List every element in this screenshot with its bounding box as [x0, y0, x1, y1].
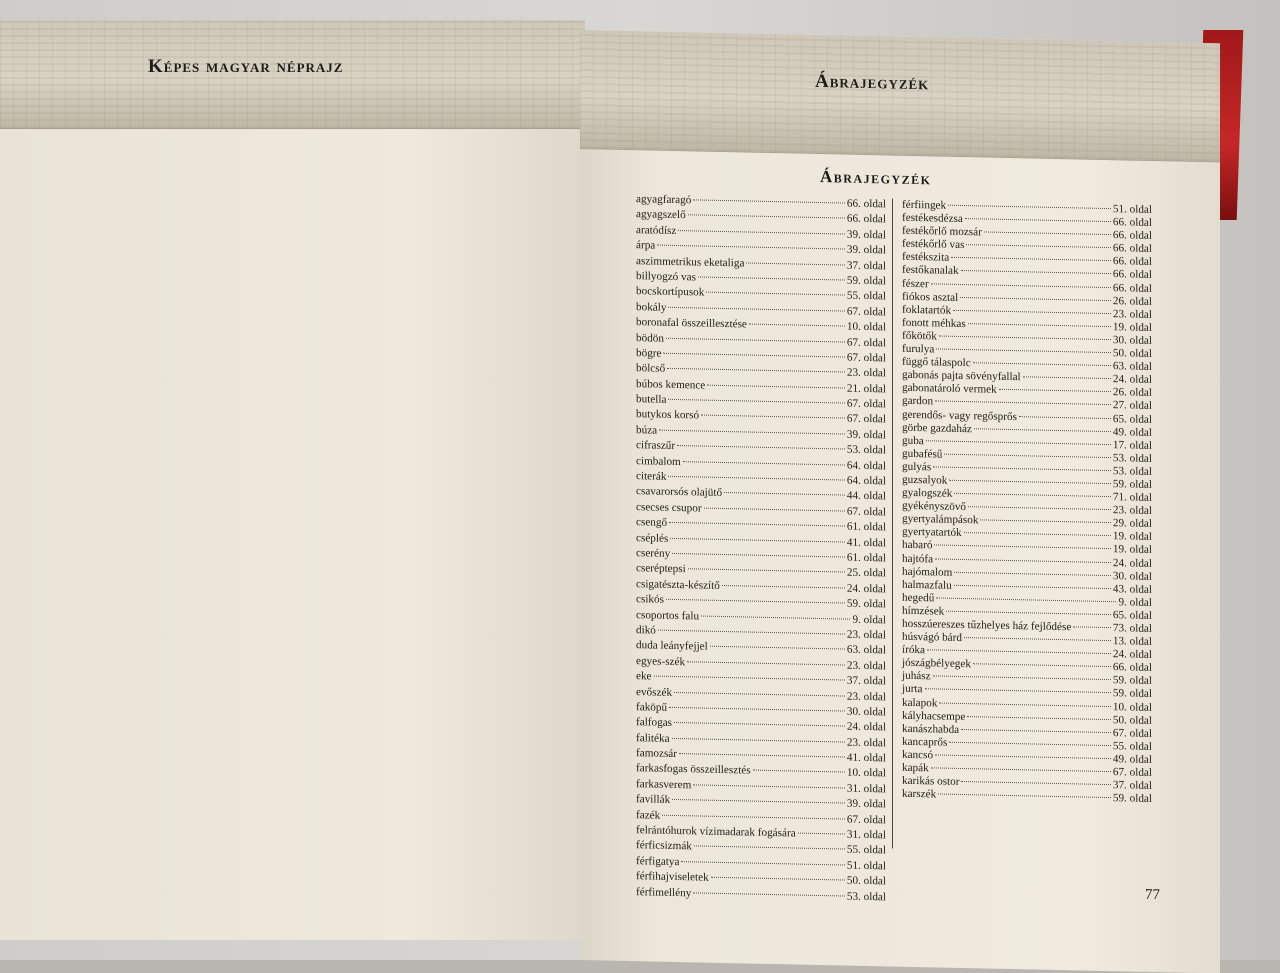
index-page-ref: 67. oldal: [846, 351, 886, 365]
index-page-ref: 64. oldal: [846, 474, 886, 488]
index-page-ref: 49. oldal: [1112, 425, 1152, 439]
index-page-ref: 50. oldal: [846, 874, 886, 888]
index-page-ref: 53. oldal: [1112, 465, 1152, 478]
index-term: butykos korsó: [636, 408, 700, 422]
leader-dots: [948, 205, 1111, 209]
index-page-ref: 43. oldal: [1112, 582, 1152, 596]
index-page-ref: 41. oldal: [846, 536, 886, 550]
index-page-ref: 67. oldal: [846, 813, 886, 827]
index-term: dikó: [636, 624, 656, 637]
index-page-ref: 71. oldal: [1112, 491, 1152, 505]
index-term: íróka: [902, 643, 925, 657]
leader-dots: [672, 553, 845, 558]
leader-dots: [933, 676, 1111, 681]
leader-dots: [966, 244, 1110, 248]
index-page-ref: 17. oldal: [1112, 438, 1152, 452]
leader-dots: [662, 814, 845, 819]
leader-dots: [961, 270, 1111, 274]
index-term: férfigatya: [636, 854, 680, 868]
index-page-ref: 24. oldal: [1112, 556, 1152, 570]
leader-dots: [663, 353, 844, 358]
index-term: jószágbélyegek: [902, 657, 971, 671]
index-term: fazék: [636, 808, 661, 822]
index-page-ref: 10. oldal: [846, 767, 886, 780]
index-term: bödön: [636, 331, 664, 345]
index-term: kanászhabda: [902, 722, 960, 736]
leader-dots: [666, 599, 845, 604]
leader-dots: [688, 569, 845, 573]
index-term: festékőrlő vas: [902, 238, 965, 252]
leader-dots: [951, 257, 1111, 261]
leader-dots: [693, 784, 845, 788]
leader-dots: [669, 707, 845, 712]
index-page-ref: 37. oldal: [846, 259, 886, 272]
index-term: hajtófa: [902, 552, 934, 565]
index-page-ref: 66. oldal: [846, 212, 886, 226]
leader-dots: [964, 532, 1111, 536]
leader-dots: [925, 689, 1111, 694]
index-term: guzsalyok: [902, 473, 948, 487]
index-term: habaró: [902, 539, 933, 552]
index-page-ref: 65. oldal: [1112, 609, 1152, 622]
index-page-ref: 39. oldal: [846, 228, 886, 242]
leader-dots: [934, 545, 1110, 550]
index-term: főkötők: [902, 329, 937, 343]
index-term: gyertyalámpások: [902, 512, 979, 527]
index-page-ref: 23. oldal: [846, 690, 886, 703]
leader-dots: [1073, 626, 1111, 628]
index-term: hajómalom: [902, 565, 953, 579]
leader-dots: [724, 492, 845, 496]
index-page-ref: 41. oldal: [846, 751, 886, 765]
leader-dots: [668, 476, 844, 481]
index-term: halmazfalu: [902, 578, 952, 592]
leader-dots: [667, 368, 845, 373]
index-term: kályhacsempe: [902, 709, 966, 723]
index-term: csengő: [636, 516, 668, 530]
index-term: duda leányfejjel: [636, 639, 708, 654]
index-term: csecses csupor: [636, 500, 702, 515]
index-page-ref: 25. oldal: [846, 566, 886, 580]
index-page-ref: 63. oldal: [1112, 360, 1152, 374]
leader-dots: [657, 245, 845, 250]
leader-dots: [706, 292, 844, 296]
index-page-ref: 37. oldal: [846, 674, 886, 688]
index-page-ref: 13. oldal: [1112, 635, 1152, 649]
index-page-ref: 23. oldal: [846, 366, 886, 380]
leader-dots: [704, 507, 845, 511]
leader-dots: [974, 428, 1111, 432]
leader-dots: [693, 199, 845, 203]
index-term: kalapok: [902, 696, 938, 710]
leader-dots: [1019, 416, 1111, 419]
leader-dots: [1023, 376, 1111, 379]
index-term: festőkanalak: [902, 264, 959, 278]
index-term: gulyás: [902, 460, 932, 474]
index-term: guba: [902, 434, 924, 447]
leader-dots: [927, 649, 1111, 654]
index-term: foklatartók: [902, 303, 952, 317]
index-term: boronafal összeillesztése: [636, 316, 747, 331]
leader-dots: [933, 466, 1111, 471]
index-term: gerendős- vagy regősprős: [902, 408, 1017, 423]
index-term: csavarorsós olajütő: [636, 485, 723, 500]
index-page-ref: 50. oldal: [1112, 713, 1152, 727]
index-term: eke: [636, 670, 652, 683]
index-term: aszimmetrikus eketaliga: [636, 254, 745, 270]
index-term: hosszúereszes tűzhelyes ház fejlődése: [902, 617, 1072, 634]
leader-dots: [954, 493, 1111, 497]
index-page-ref: 67. oldal: [1112, 766, 1152, 780]
index-page-ref: 39. oldal: [846, 797, 886, 811]
index-term: gabonatároló vermek: [902, 382, 997, 397]
leader-dots: [973, 664, 1111, 668]
index-page-ref: 26. oldal: [1112, 386, 1152, 400]
index-page-ref: 55. oldal: [1112, 740, 1152, 753]
index-term: butella: [636, 393, 667, 406]
index-term: festékőrlő mozsár: [902, 224, 982, 239]
index-page-ref: 67. oldal: [846, 305, 886, 319]
index-page-ref: 10. oldal: [846, 320, 886, 334]
leader-dots: [711, 877, 845, 881]
leader-dots: [670, 537, 845, 542]
index-term: férfihajviseletek: [636, 870, 709, 884]
index-term: farkasfogas összeillesztés: [636, 762, 751, 778]
index-term: gabonás pajta sövényfallal: [902, 368, 1021, 384]
index-term: cséplés: [636, 531, 669, 545]
index-page-ref: 59. oldal: [1112, 674, 1152, 688]
index-term: bögre: [636, 347, 662, 360]
index-page-ref: 61. oldal: [846, 551, 886, 565]
index-term: kapák: [902, 761, 929, 775]
leader-dots: [954, 571, 1111, 575]
leader-dots: [668, 307, 844, 312]
index-page-ref: 21. oldal: [846, 382, 886, 396]
index-page-ref: 59. oldal: [846, 597, 886, 611]
index-page-ref: 65. oldal: [1112, 412, 1152, 426]
index-page-ref: 51. oldal: [846, 859, 886, 873]
index-page-ref: 27. oldal: [1112, 399, 1152, 413]
index-term: karszék: [902, 787, 937, 801]
leader-dots: [701, 615, 850, 619]
index-term: gyékényszövő: [902, 499, 967, 514]
leader-dots: [949, 742, 1110, 746]
leader-dots: [967, 716, 1110, 720]
leader-dots: [960, 297, 1111, 301]
index-page-ref: 66. oldal: [1112, 268, 1152, 282]
index-page-ref: 66. oldal: [1112, 216, 1152, 230]
index-page-ref: 26. oldal: [1112, 294, 1152, 308]
index-page-ref: 31. oldal: [846, 782, 886, 796]
index-term: bokály: [636, 300, 667, 314]
index-page-ref: 19. oldal: [1112, 530, 1152, 544]
index-page-ref: 9. oldal: [852, 613, 886, 626]
index-term: férfiingek: [902, 198, 947, 212]
leader-dots: [687, 661, 845, 665]
index-page-ref: 39. oldal: [846, 428, 886, 442]
leader-dots: [710, 646, 845, 650]
index-term: falfogas: [636, 716, 673, 730]
index-term: festékesdézsa: [902, 211, 963, 226]
leader-dots: [678, 230, 844, 234]
leader-dots: [946, 611, 1111, 615]
index-page-ref: 23. oldal: [846, 659, 886, 673]
leader-dots: [936, 597, 1116, 602]
running-header-left: Képes magyar néprajz: [148, 56, 344, 77]
leader-dots: [935, 401, 1111, 406]
index-term: kancaprős: [902, 735, 948, 749]
index-page-ref: 59. oldal: [1112, 687, 1152, 701]
index-term: búza: [636, 424, 658, 437]
index-column-right: [902, 199, 1152, 807]
leader-dots: [936, 348, 1111, 353]
leader-dots: [659, 430, 845, 435]
index-page-ref: 10. oldal: [1112, 700, 1152, 714]
leader-dots: [935, 754, 1111, 759]
index-term: gardon: [902, 395, 934, 408]
leader-dots: [677, 445, 845, 450]
leader-dots: [749, 324, 845, 327]
index-page-ref: 31. oldal: [846, 828, 886, 842]
index-term: kancsó: [902, 748, 934, 762]
index-term: favillák: [636, 793, 671, 807]
index-page-ref: 53. oldal: [846, 890, 886, 903]
left-page: [0, 20, 585, 940]
leader-dots: [672, 738, 845, 743]
leader-dots: [668, 399, 844, 404]
index-page-ref: 64. oldal: [846, 459, 886, 473]
leader-dots: [953, 310, 1111, 314]
leader-dots: [931, 283, 1111, 288]
index-term: furulya: [902, 342, 935, 356]
index-page-ref: 51. oldal: [1112, 203, 1152, 216]
leader-dots: [926, 440, 1111, 445]
index-page-ref: 53. oldal: [1112, 451, 1152, 465]
leader-dots: [954, 585, 1111, 589]
index-page-ref: 24. oldal: [846, 720, 886, 734]
index-page-ref: 24. oldal: [1112, 648, 1152, 662]
index-page-ref: 67. oldal: [846, 336, 886, 349]
index-page-ref: 67. oldal: [846, 505, 886, 519]
index-page-ref: 66. oldal: [1112, 229, 1152, 243]
leader-dots: [679, 753, 845, 757]
index-page-ref: 23. oldal: [1112, 307, 1152, 321]
index-page-ref: 61. oldal: [846, 520, 886, 534]
leader-dots: [672, 799, 845, 804]
column-divider: [892, 199, 893, 849]
right-page: [580, 30, 1220, 973]
index-page-ref: 23. oldal: [1112, 504, 1152, 518]
index-page-ref: 63. oldal: [846, 643, 886, 657]
index-term: görbe gazdaház: [902, 421, 972, 435]
leader-dots: [688, 215, 845, 219]
index-term: búbos kemence: [636, 377, 706, 392]
index-page-ref: 67. oldal: [846, 397, 886, 411]
leader-dots: [944, 453, 1110, 457]
leader-dots: [753, 770, 845, 773]
index-term: csigatészta-készítő: [636, 577, 720, 592]
leader-dots: [935, 558, 1111, 563]
index-term: evőszék: [636, 685, 673, 699]
index-term: gyertyatartók: [902, 526, 962, 540]
index-page-ref: 50. oldal: [1112, 347, 1152, 361]
index-term: fiókos asztal: [902, 290, 959, 304]
index-term: hegedű: [902, 591, 935, 605]
left-header-band: [0, 20, 585, 129]
leader-dots: [674, 722, 845, 727]
leader-dots: [669, 522, 845, 527]
index-column-left: [636, 193, 886, 906]
index-page-ref: 23. oldal: [846, 628, 886, 642]
index-page-ref: 66. oldal: [1112, 281, 1152, 295]
leader-dots: [654, 676, 845, 681]
index-page-ref: 44. oldal: [846, 490, 886, 503]
leader-dots: [681, 861, 844, 865]
index-term: farkasverem: [636, 778, 692, 792]
index-page-ref: 23. oldal: [846, 736, 886, 750]
leader-dots: [980, 520, 1110, 524]
page-number: 77: [1145, 886, 1160, 904]
index-term: húsvágó bárd: [902, 630, 962, 645]
leader-dots: [965, 218, 1111, 222]
index-page-ref: 55. oldal: [846, 843, 886, 857]
index-page-ref: 67. oldal: [1112, 726, 1152, 740]
index-term: bocskortípusok: [636, 285, 705, 299]
index-term: cseréptepsi: [636, 562, 686, 576]
leader-dots: [949, 480, 1110, 484]
index-term: famozsár: [636, 747, 677, 761]
leader-dots: [798, 833, 845, 835]
leader-dots: [683, 461, 845, 465]
index-page-ref: 9. oldal: [1118, 596, 1152, 609]
index-term: férficsizmák: [636, 839, 692, 853]
index-page-ref: 59. oldal: [1112, 478, 1152, 491]
index-page-ref: 24. oldal: [1112, 373, 1152, 387]
index-page-ref: 59. oldal: [846, 274, 886, 288]
index-page-ref: 30. oldal: [846, 705, 886, 719]
index-page-ref: 19. oldal: [1112, 543, 1152, 557]
leader-dots: [939, 702, 1110, 707]
index-term: csoportos falu: [636, 608, 700, 623]
index-term: gyalogszék: [902, 486, 953, 500]
index-page-ref: 30. oldal: [1112, 334, 1152, 347]
index-page-ref: 30. oldal: [1112, 569, 1152, 583]
index-term: férfimellény: [636, 885, 692, 899]
leader-dots: [938, 794, 1111, 799]
index-term: felrántóhurok vízimadarak fogására: [636, 824, 796, 840]
leader-dots: [693, 892, 845, 896]
leader-dots: [964, 637, 1111, 641]
leader-dots: [746, 262, 844, 265]
leader-dots: [961, 781, 1110, 785]
leader-dots: [968, 506, 1111, 510]
index-term: egyes-szék: [636, 654, 686, 668]
index-term: agyagfaragó: [636, 193, 692, 207]
index-term: jurta: [902, 683, 923, 696]
index-term: agyagszelő: [636, 208, 686, 222]
leader-dots: [939, 335, 1111, 340]
index-term: fonott méhkas: [902, 316, 966, 330]
index-page-ref: 29. oldal: [1112, 517, 1152, 531]
running-header-right: Ábrajegyzék: [815, 70, 930, 95]
index-term: juhász: [902, 670, 931, 683]
index-term: citerák: [636, 470, 667, 483]
index-term: cserény: [636, 547, 671, 560]
index-page-ref: 59. oldal: [1112, 792, 1152, 806]
leader-dots: [722, 585, 845, 589]
right-header-band: [580, 30, 1220, 162]
index-term: függő tálaspolc: [902, 355, 971, 370]
leader-dots: [701, 415, 845, 419]
index-term: festékszita: [902, 251, 950, 265]
index-term: falitéka: [636, 731, 670, 745]
index-heading: Ábrajegyzék: [820, 167, 932, 189]
leader-dots: [694, 846, 845, 850]
index-term: cifraszűr: [636, 439, 676, 453]
index-term: cimbalom: [636, 454, 681, 468]
index-page-ref: 73. oldal: [1112, 622, 1152, 635]
index-term: karikás ostor: [902, 774, 960, 789]
index-page-ref: 66. oldal: [1112, 242, 1152, 256]
index-term: csikós: [636, 593, 664, 606]
index-page-ref: 66. oldal: [1112, 661, 1152, 675]
index-term: hímzések: [902, 604, 945, 618]
index-page-ref: 66. oldal: [846, 197, 886, 211]
leader-dots: [707, 384, 845, 388]
leader-dots: [999, 389, 1111, 392]
index-page-ref: 19. oldal: [1112, 321, 1152, 334]
index-term: fészer: [902, 277, 929, 290]
leader-dots: [698, 276, 845, 280]
index-page-ref: 66. oldal: [1112, 255, 1152, 269]
index-page-ref: 49. oldal: [1112, 753, 1152, 766]
index-term: faköpű: [636, 701, 668, 714]
index-term: aratódísz: [636, 223, 677, 237]
index-term: gubafésű: [902, 447, 943, 461]
index-page-ref: 24. oldal: [846, 582, 886, 596]
index-page-ref: 67. oldal: [846, 413, 886, 426]
leader-dots: [658, 630, 845, 635]
leader-dots: [973, 362, 1111, 366]
index-page-ref: 37. oldal: [1112, 779, 1152, 793]
leader-dots: [666, 337, 845, 342]
leader-dots: [961, 729, 1111, 733]
index-term: árpa: [636, 239, 656, 252]
index-page-ref: 39. oldal: [846, 243, 886, 257]
index-term: billyogzó vas: [636, 270, 696, 284]
leader-dots: [931, 767, 1111, 772]
index-page-ref: 53. oldal: [846, 443, 886, 457]
leader-dots: [968, 323, 1111, 327]
leader-dots: [674, 691, 845, 696]
index-term: bölcső: [636, 362, 666, 376]
index-page-ref: 55. oldal: [846, 289, 886, 303]
leader-dots: [984, 232, 1111, 236]
